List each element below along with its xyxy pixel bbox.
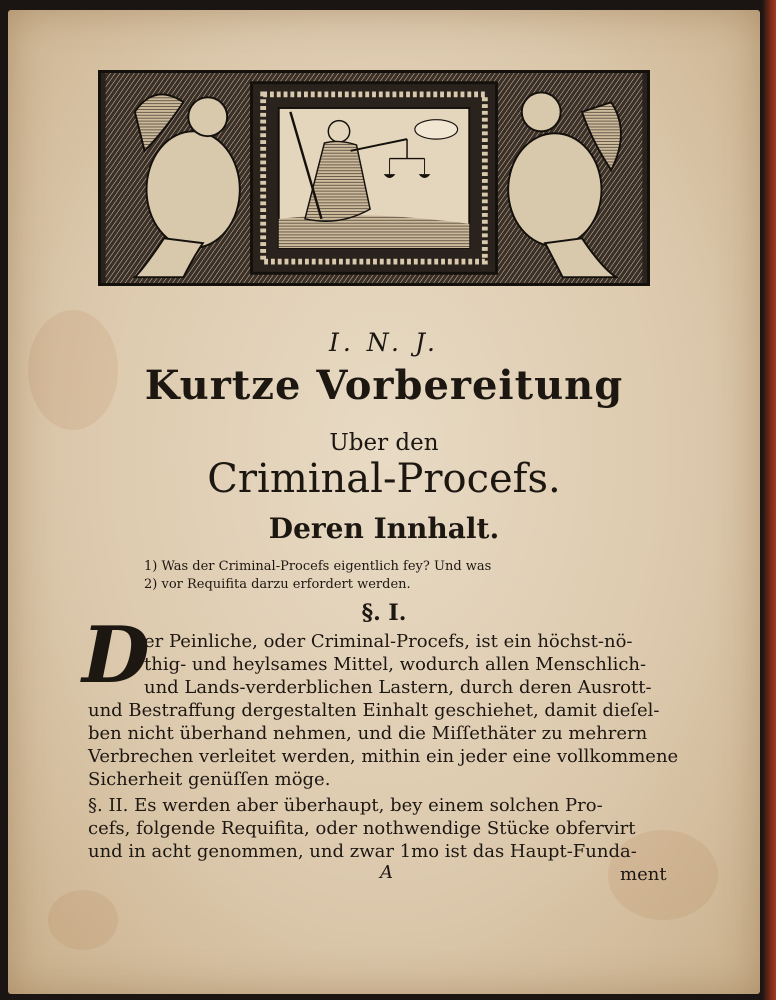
paragraph-line: und in acht genommen, und zwar 1mo ist das Haupt-Funda-: [88, 841, 637, 862]
section-heading: §. I.: [361, 600, 407, 626]
subject-title: Criminal-Procefs.: [207, 456, 561, 502]
catchword: ment: [620, 864, 667, 885]
paragraph-line: §. II. Es werden aber überhaupt, bey einem solchen Pro-: [88, 795, 603, 816]
page-title: Kurtze Vorbereitung: [144, 362, 624, 409]
contents-item: 2) vor Requifita darzu erfordert werden.: [144, 577, 411, 592]
contents-item: 1) Was der Criminal-Procefs eigentlich fey? Und was: [144, 559, 492, 574]
book-page: [8, 10, 760, 994]
drop-cap-initial: D: [82, 610, 150, 701]
contents-heading: Deren Innhalt.: [268, 512, 500, 545]
paragraph-line: und Bestraffung dergestalten Einhalt geschiehet, damit dieſel-: [88, 700, 660, 721]
paragraph-line: Sicherheit genüſſen möge.: [88, 769, 331, 790]
invocation-signature: I. N. J.: [329, 328, 439, 357]
woodcut-headpiece: [98, 70, 650, 286]
paragraph-line: cefs, folgende Requifita, oder nothwendige Stücke obfervirt: [88, 818, 636, 839]
paragraph-line: thig- und heylsames Mittel, wodurch allen Menschlich-: [144, 654, 647, 675]
paragraph-line: ben nicht überhand nehmen, und die Miſſethäter zu mehrern: [88, 723, 648, 744]
signature-mark: A: [380, 862, 393, 883]
paragraph-line: Verbrechen verleitet werden, mithin ein jeder eine vollkommene: [88, 746, 679, 767]
paragraph-line: und Lands-verderblichen Lastern, durch deren Ausrott-: [144, 677, 652, 698]
paper-stain: [48, 890, 118, 950]
book-edge: [762, 0, 776, 1000]
justitia-woodcut-illustration: [101, 73, 647, 283]
subtitle: Uber den: [329, 430, 439, 456]
paragraph-line: er Peinliche, oder Criminal-Procefs, ist ein höchst-nö-: [144, 631, 633, 652]
